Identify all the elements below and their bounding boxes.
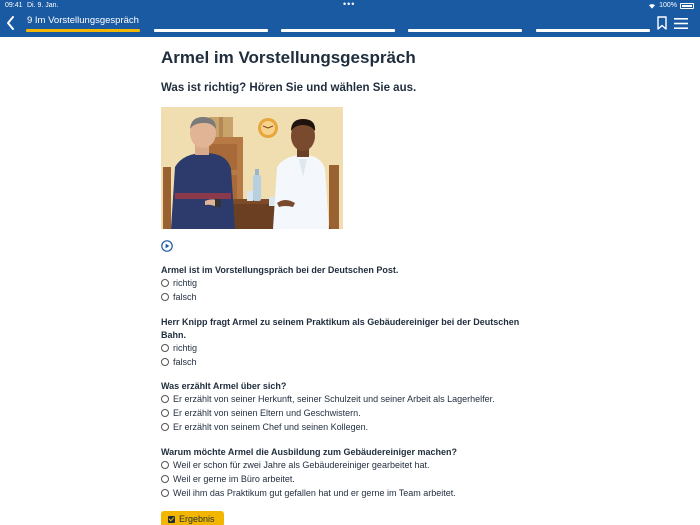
- option-label: Er erzählt von seinen Eltern und Geschwistern.: [173, 408, 361, 418]
- question-3-option-1[interactable]: [161, 394, 495, 404]
- progress-segment-4: [408, 29, 522, 32]
- wifi-icon: [648, 3, 656, 9]
- battery-percent: 100%: [659, 2, 677, 9]
- back-chevron-icon[interactable]: [4, 14, 18, 32]
- status-date: Di. 9. Jan.: [27, 2, 59, 9]
- option-label: Er erzählt von seiner Herkunft, seiner Schulzeit und seiner Arbeit als Lagerhelfer.: [173, 394, 495, 404]
- progress-segment-1: [26, 29, 140, 32]
- status-time: 09:41: [5, 2, 23, 9]
- option-label: Weil er gerne im Büro arbeitet.: [173, 474, 295, 484]
- question-4-option-1[interactable]: [161, 460, 429, 470]
- result-button-label: Ergebnis: [179, 514, 215, 524]
- battery-icon: [680, 3, 694, 9]
- result-button[interactable]: [161, 511, 224, 525]
- checkbox-icon: [168, 516, 175, 523]
- option-label: richtig: [173, 278, 198, 288]
- question-2: Herr Knipp fragt Armel zu seinem Praktikum als Gebäudereiniger bei der Deutschen Bahn.: [161, 317, 520, 340]
- radio-button[interactable]: [161, 344, 169, 352]
- question-4-option-2[interactable]: [161, 474, 295, 484]
- top-bar: [0, 0, 700, 37]
- status-bar: [0, 0, 700, 11]
- radio-button[interactable]: [161, 409, 169, 417]
- question-3-option-2[interactable]: [161, 408, 361, 418]
- hamburger-menu-icon[interactable]: [674, 18, 688, 29]
- play-audio-icon[interactable]: [161, 240, 173, 252]
- option-label: Weil er schon für zwei Jahre als Gebäudereiniger gearbeitet hat.: [173, 460, 430, 470]
- question-4-option-3[interactable]: [161, 488, 456, 498]
- question-2-option-1[interactable]: [161, 343, 197, 353]
- option-label: Weil ihm das Praktikum gut gefallen hat und er gerne im Team arbeitet.: [173, 488, 456, 498]
- page-title: Armel im Vorstellungsgespräch: [161, 48, 416, 67]
- radio-button[interactable]: [161, 293, 169, 301]
- option-label: falsch: [173, 292, 197, 302]
- progress-segment-5: [536, 29, 650, 32]
- instruction-text: Was ist richtig? Hören Sie und wählen Sie aus.: [161, 82, 417, 94]
- question-4: Warum möchte Armel die Ausbildung zum Gebäudereiniger machen?: [161, 447, 458, 457]
- option-label: richtig: [173, 343, 198, 353]
- radio-button[interactable]: [161, 475, 169, 483]
- question-2-option-2[interactable]: [161, 357, 197, 367]
- interview-illustration: [161, 107, 343, 229]
- radio-button[interactable]: [161, 279, 169, 287]
- question-1-option-1[interactable]: [161, 278, 197, 288]
- radio-button[interactable]: [161, 395, 169, 403]
- multitask-dots-icon: •••: [343, 0, 356, 9]
- question-3-option-3[interactable]: [161, 422, 368, 432]
- lesson-title: 9 Im Vorstellungsgespräch: [27, 15, 139, 26]
- question-3: Was erzählt Armel über sich?: [161, 381, 287, 391]
- radio-button[interactable]: [161, 461, 169, 469]
- bookmark-icon[interactable]: [656, 16, 668, 30]
- option-label: Er erzählt von seinem Chef und seinen Kollegen.: [173, 422, 369, 432]
- radio-button[interactable]: [161, 489, 169, 497]
- progress-segment-2: [154, 29, 268, 32]
- progress-segment-3: [281, 29, 395, 32]
- radio-button[interactable]: [161, 423, 169, 431]
- option-label: falsch: [173, 357, 197, 367]
- question-1: Armel ist im Vorstellungspräch bei der Deutschen Post.: [161, 265, 399, 275]
- status-right: [648, 0, 694, 11]
- question-1-option-2[interactable]: [161, 292, 197, 302]
- radio-button[interactable]: [161, 358, 169, 366]
